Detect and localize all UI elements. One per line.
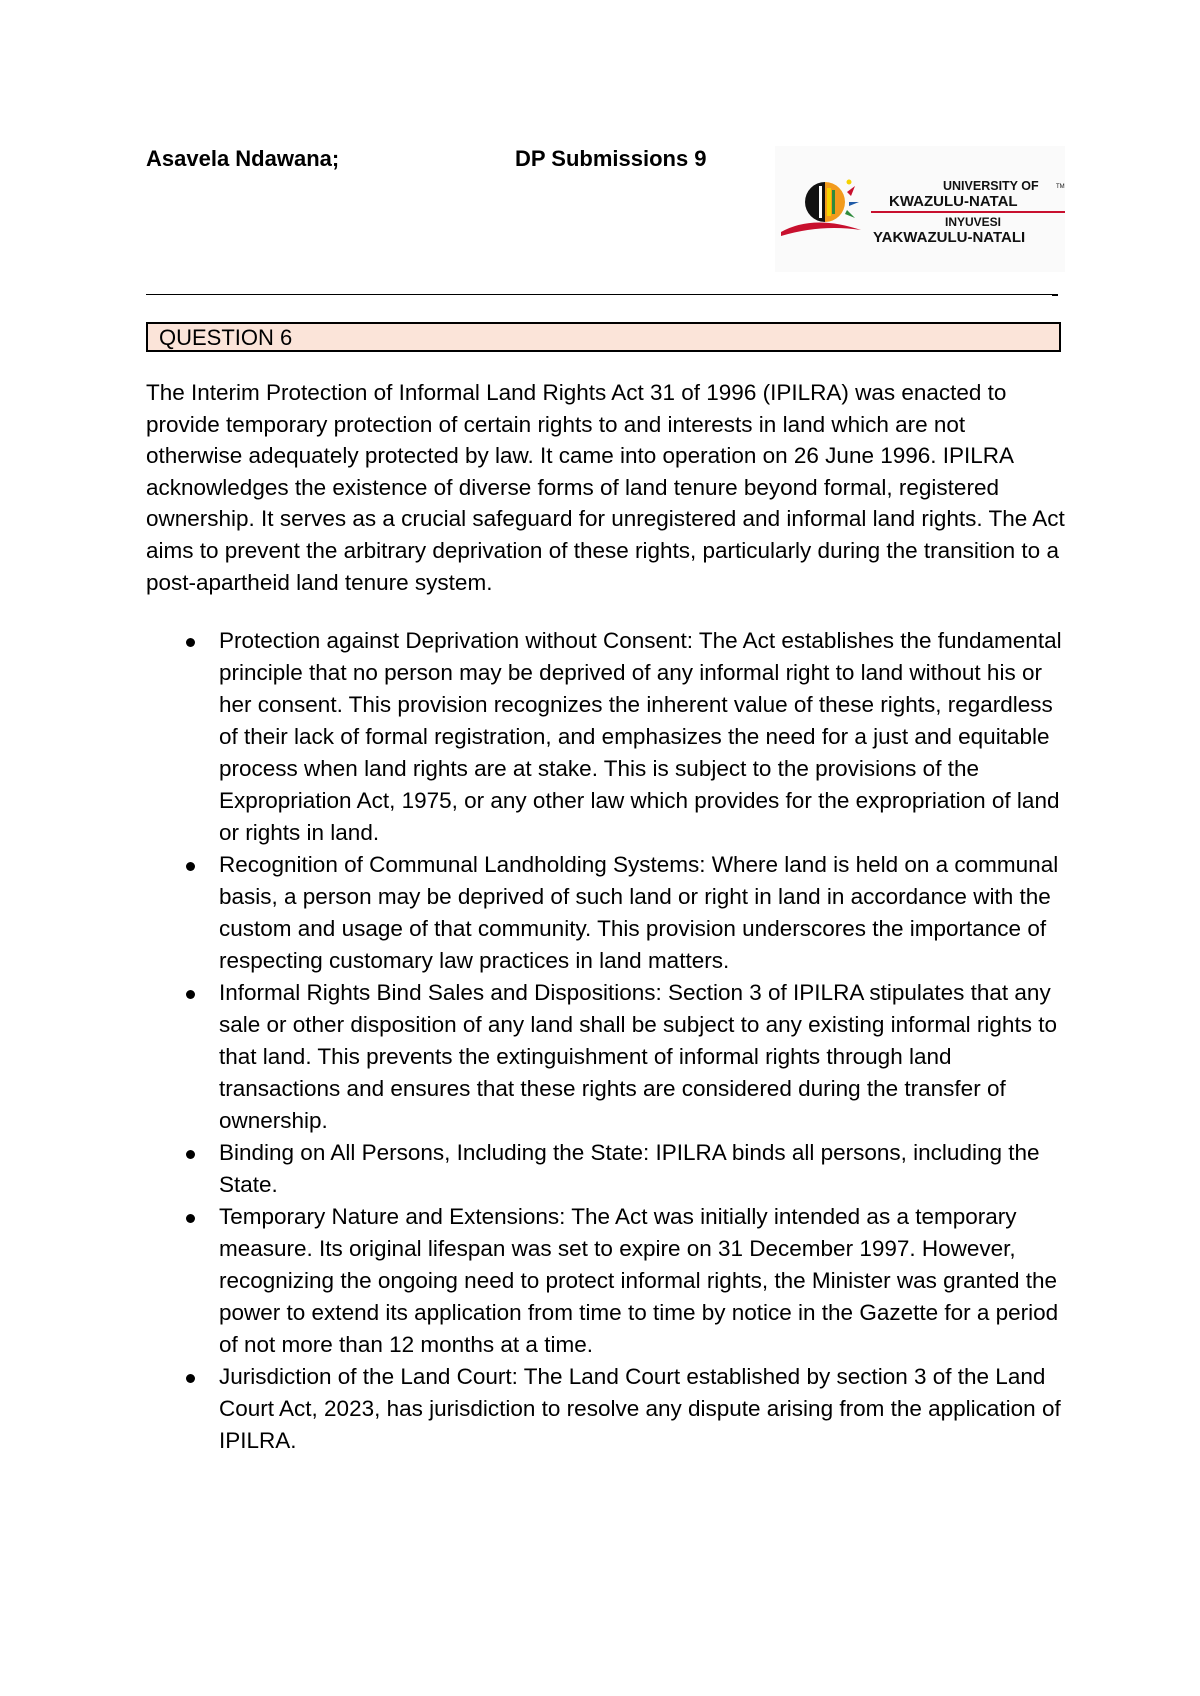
header-divider	[146, 294, 1058, 295]
list-item	[146, 625, 1066, 849]
bullet-icon	[186, 990, 195, 999]
bullet-icon	[186, 638, 195, 647]
intro-paragraph: The Interim Protection of Informal Land Rights Act 31 of 1996 (IPILRA) was enacted to provide temporary protection of certain rights to and interests in land which are not otherwise adequately protected by law. It came into operation on 26 June 1996. IPILRA acknowledges the existence of diverse forms of land tenure beyond formal, registered ownership. It serves as a crucial safeguard for unregistered and informal land rights. The Act aims to prevent the arbitrary deprivation of these rights, particularly during the transition to a post-apartheid land tenure system.	[146, 380, 1065, 595]
author-name: Asavela Ndawana;	[146, 146, 340, 171]
bullet-list	[146, 625, 1066, 1457]
bullet-icon	[186, 1150, 195, 1159]
university-logo	[775, 146, 1065, 272]
logo-text-yakwazulu-natali: YAKWAZULU-NATALI	[873, 229, 1026, 246]
logo-text-kwazulu-natal: KWAZULU-NATAL	[889, 193, 1018, 210]
list-item	[146, 849, 1066, 977]
logo-text-inyuvesi: INYUVESI	[945, 215, 1002, 229]
emblem-icon	[781, 180, 861, 237]
question-heading-box	[146, 322, 1061, 352]
header-divider-end	[1052, 294, 1058, 296]
logo-trademark: TM	[1056, 184, 1065, 190]
list-item	[146, 977, 1066, 1137]
ukzn-logo-graphic	[775, 146, 1065, 272]
bullet-icon	[186, 1214, 195, 1223]
logo-text-university-of: UNIVERSITY OF	[943, 179, 1039, 193]
submission-title: DP Submissions 9	[515, 146, 707, 171]
list-item	[146, 1361, 1066, 1457]
list-item	[146, 1201, 1066, 1361]
bullet-icon	[186, 1374, 195, 1383]
question-heading: QUESTION 6	[159, 325, 293, 350]
bullet-icon	[186, 862, 195, 871]
list-item-text: Binding on All Persons, Including the State: IPILRA binds all persons, including the State.	[219, 1140, 1040, 1197]
list-item-text: Jurisdiction of the Land Court: The Land Court established by section 3 of the Land Court Act, 2023, has jurisdiction to resolve any dispute arising from the application of IPILRA.	[219, 1364, 1061, 1453]
list-item	[146, 1137, 1066, 1201]
list-item-text: Informal Rights Bind Sales and Dispositions: Section 3 of IPILRA stipulates that any sale or other disposition of any land shall be subject to any existing informal rights to that land. This prevents the extinguishment of informal rights through land transactions and ensures that these rights are considered during the transfer of ownership.	[219, 980, 1057, 1133]
list-item-text: Protection against Deprivation without Consent: The Act establishes the fundamental principle that no person may be deprived of any informal right to land without his or her consent. This provision recognizes the inherent value of these rights, regardless of their lack of formal registration, and emphasizes the need for a just and equitable process when land rights are at stake. This is subject to the provisions of the Expropriation Act, 1975, or any other law which provides for the expropriation of land or rights in land.	[219, 628, 1062, 845]
list-item-text: Recognition of Communal Landholding Systems: Where land is held on a communal basis, a person may be deprived of such land or right in land in accordance with the custom and usage of that community. This provision underscores the importance of respecting customary law practices in land matters.	[219, 852, 1059, 973]
list-item-text: Temporary Nature and Extensions: The Act was initially intended as a temporary measure. Its original lifespan was set to expire on 31 December 1997. However, recognizing the ongoing need to protect informal rights, the Minister was granted the power to extend its application from time to time by notice in the Gazette for a period of not more than 12 months at a time.	[219, 1204, 1059, 1357]
